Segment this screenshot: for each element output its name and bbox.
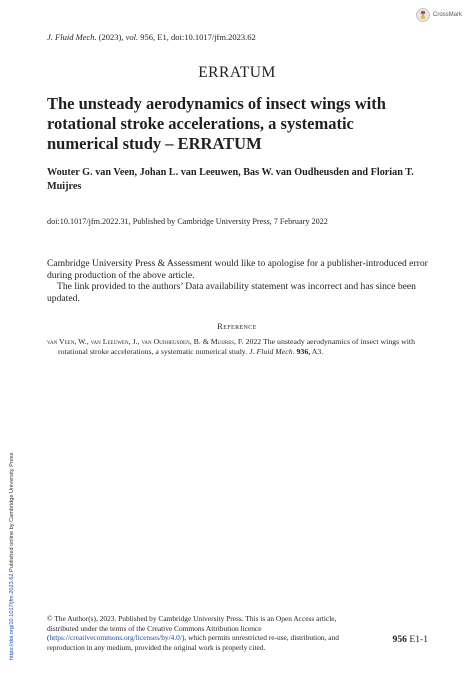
volume-label: vol. [125, 32, 139, 42]
article-number: E1, [157, 32, 169, 42]
erratum-body [47, 258, 429, 304]
body-paragraph: Cambridge University Press & Assessment would like to apologise for a publisher-introduced error during production of the above article. [47, 258, 428, 281]
header-doi[interactable]: doi:10.1017/jfm.2023.62 [170, 32, 256, 42]
reference-authors: van Veen, W., van Leeuwen, J., van Oudheusden, B. & Muijres, F. [47, 337, 244, 346]
crossmark-badge[interactable] [416, 8, 462, 22]
reference-journal: J. Fluid Mech. [249, 347, 295, 357]
journal-name: J. Fluid Mech. [47, 32, 97, 42]
article-title: The unsteady aerodynamics of insect wings with rotational stroke accelerations, a systematic numerical study – ERRATUM [47, 94, 386, 153]
side-doi-link[interactable]: https://doi.org/10.1017/jfm.2023.62 [9, 573, 15, 660]
author-list: Wouter G. van Veen, Johan L. van Leeuwen, Bas W. van Oudheusden and Florian T. Muijres [47, 167, 414, 192]
reference-year: 2022 [245, 337, 262, 346]
license-link[interactable]: https://creativecommons.org/licenses/by/4.0/ [49, 633, 182, 643]
journal-year: (2023), [98, 32, 124, 42]
reference-volume: 936, [296, 347, 311, 357]
reference-entry [47, 337, 429, 358]
page-volume: 956 [392, 634, 407, 645]
page-id: E1-1 [409, 634, 428, 645]
page-number [393, 634, 428, 645]
reference-heading: Reference [217, 322, 257, 331]
volume-number: 956, [140, 32, 156, 42]
footer-text-end: ), which permits unrestricted re-use, distribution, and reproduction in any medium, provided the original work is properly cited. [47, 633, 339, 652]
footer-text: © The Author(s), 2023. Published by Cambridge University Press. This is an Open Access article, distributed under the terms of the Creative Commons Attribution licence ( [47, 614, 337, 643]
reference-title: The unsteady aerodynamics of insect wings with rotational stroke accelerations, a systematic numerical study. [58, 337, 415, 357]
side-published-text: Published online by Cambridge University Press [9, 452, 15, 572]
side-doi-stamp [9, 453, 15, 660]
journal-header [47, 32, 256, 42]
crossmark-icon [416, 8, 430, 22]
original-article-doi: doi:10.1017/jfm.2022.31, Published by Cambridge University Press, 7 February 2022 [47, 217, 328, 226]
crossmark-label: CrossMark [432, 12, 462, 18]
erratum-heading: ERRATUM [198, 64, 276, 81]
reference-pages: A3. [311, 347, 324, 357]
license-footer [47, 614, 365, 652]
body-paragraph: The link provided to the authors’ Data availability statement was incorrect and has since been updated. [47, 281, 416, 304]
